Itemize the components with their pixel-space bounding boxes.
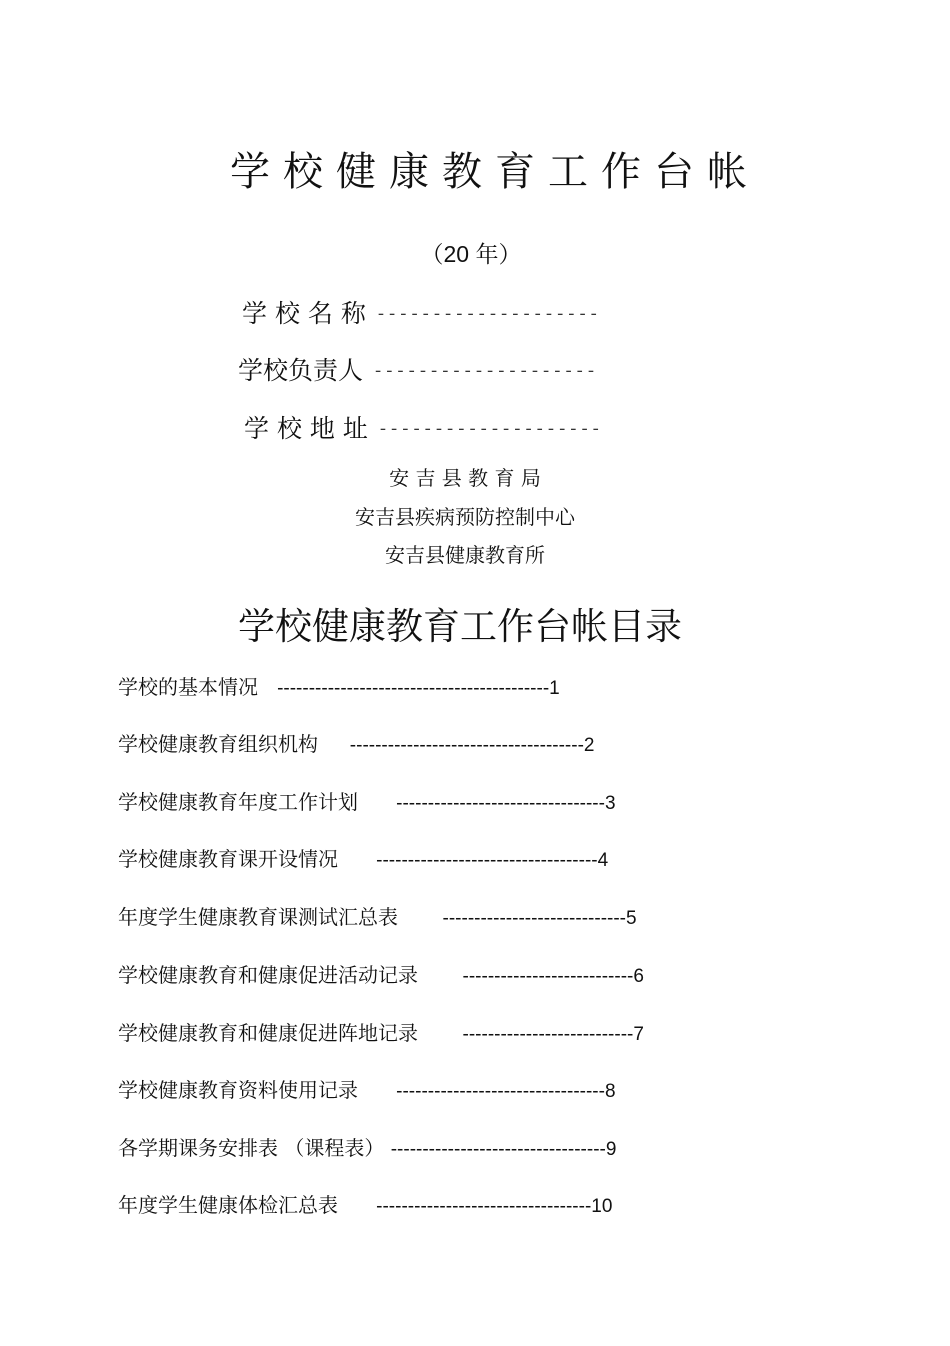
school-address-field (244, 409, 602, 445)
school-address-blank: -------------------- (377, 420, 602, 440)
toc-item: 学校健康教育年度工作计划 ---------------------------------3 (118, 790, 616, 814)
school-name-blank: -------------------- (375, 305, 600, 325)
school-address-label: 学 校 地 址 (244, 414, 368, 443)
toc-item: 年度学生健康体检汇总表 ----------------------------------10 (118, 1193, 613, 1217)
issuer-education-bureau: 安 吉 县 教 育 局 (389, 466, 541, 490)
issuer-health-education-institute: 安吉县健康教育所 (385, 543, 545, 567)
school-name-field (242, 294, 600, 330)
toc-item: 学校健康教育资料使用记录 ---------------------------------8 (118, 1078, 616, 1102)
toc-item: 学校健康教育课开设情况 -----------------------------------4 (118, 847, 609, 871)
toc-item: 学校健康教育和健康促进活动记录 ---------------------------6 (118, 963, 644, 987)
toc-item: 各学期课务安排表 （课程表） ----------------------------------9 (118, 1136, 617, 1160)
toc-item: 年度学生健康教育课测试汇总表 -----------------------------5 (118, 905, 637, 929)
year-label: （20 年） (420, 241, 522, 267)
issuer-cdc: 安吉县疾病预防控制中心 (355, 505, 575, 529)
toc-item: 学校的基本情况 -------------------------------------------1 (118, 675, 560, 699)
school-name-label: 学 校 名 称 (242, 299, 366, 328)
toc-item: 学校健康教育组织机构 -------------------------------------2 (118, 732, 595, 756)
school-principal-field (238, 351, 597, 387)
page-title: 学校健康教育工作台帐 (230, 149, 760, 195)
toc-title: 学校健康教育工作台帐目录 (238, 605, 682, 648)
school-principal-blank: -------------------- (373, 362, 598, 382)
school-principal-label: 学校负责人 (238, 356, 364, 385)
toc-item: 学校健康教育和健康促进阵地记录 ---------------------------7 (118, 1021, 644, 1045)
